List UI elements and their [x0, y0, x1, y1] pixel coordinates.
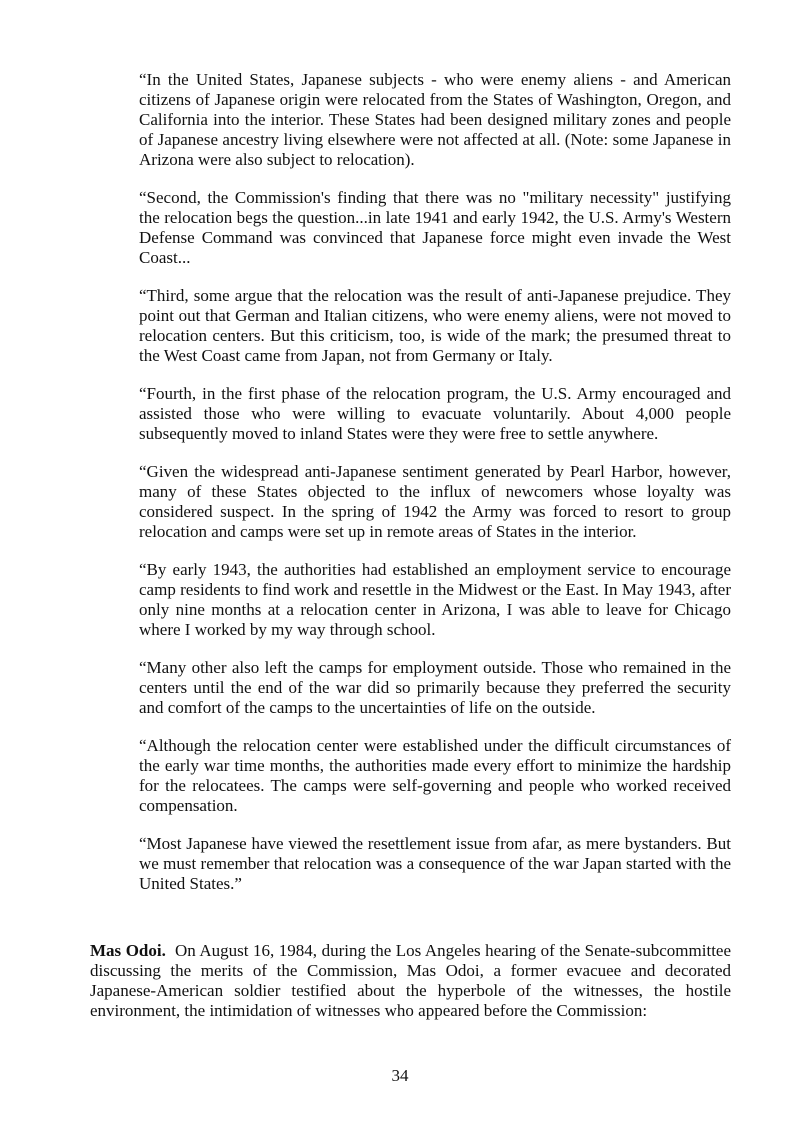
- speaker-name: Mas Odoi.: [90, 941, 166, 960]
- speaker-paragraph-text: On August 16, 1984, during the Los Angeles hearing of the Senate-subcommittee discussing the merits of the Commission, Mas Odoi, a former evacuee and decorated Japanese-American soldier testified about the hyperbole of the witnesses, the hostile environment, the intimidation of witnesses who appeared before the Commission:: [90, 941, 732, 1020]
- quote-paragraph-6: “By early 1943, the authorities had established an employment service to encourage camp residents to find work and resettle in the Midwest or the East. In May 1943, after only nine months at a relocation center in Arizona, I was able to leave for Chicago where I worked by my way through school.: [139, 560, 731, 639]
- quote-paragraph-9: “Most Japanese have viewed the resettlement issue from afar, as mere bystanders. But we must remember that relocation was a consequence of the war Japan started with the United States.”: [139, 834, 731, 893]
- speaker-paragraph: [90, 941, 731, 1021]
- quote-paragraph-8: “Although the relocation center were established under the difficult circumstances of the early war time months, the authorities made every effort to minimize the hardship for the relocatees. The camps were self-governing and people who worked received compensation.: [139, 736, 731, 815]
- page-number: 34: [391, 1066, 409, 1085]
- quote-paragraph-7: “Many other also left the camps for employment outside. Those who remained in the centers until the end of the war did so primarily because they preferred the security and comfort of the camps to the uncertainties of life on the outside.: [139, 658, 731, 717]
- quote-paragraph-2: “Second, the Commission's finding that there was no "military necessity" justifying the relocation begs the question...in late 1941 and early 1942, the U.S. Army's Western Defense Command was convinced that Japanese force might even invade the West Coast...: [139, 188, 731, 267]
- quote-paragraph-1: “In the United States, Japanese subjects - who were enemy aliens - and American citizens of Japanese origin were relocated from the States of Washington, Oregon, and California into the interior. These States had been designed military zones and people of Japanese ancestry living elsewhere were not affected at all. (Note: some Japanese in Arizona were also subject to relocation).: [139, 70, 731, 169]
- quoted-testimony: [139, 70, 731, 912]
- quote-paragraph-5: “Given the widespread anti-Japanese sentiment generated by Pearl Harbor, however, many of these States objected to the influx of newcomers whose loyalty was considered suspect. In the spring of 1942 the Army was forced to resort to group relocation and camps were set up in remote areas of States in the interior.: [139, 462, 731, 541]
- quote-paragraph-4: “Fourth, in the first phase of the relocation program, the U.S. Army encouraged and assisted those who were willing to evacuate voluntarily. About 4,000 people subsequently moved to inland States were they were free to settle anywhere.: [139, 384, 731, 443]
- quote-paragraph-3: “Third, some argue that the relocation was the result of anti-Japanese prejudice. They point out that German and Italian citizens, who were enemy aliens, were not moved to relocation centers. But this criticism, too, is wide of the mark; the presumed threat to the West Coast came from Japan, not from Germany or Italy.: [139, 286, 731, 365]
